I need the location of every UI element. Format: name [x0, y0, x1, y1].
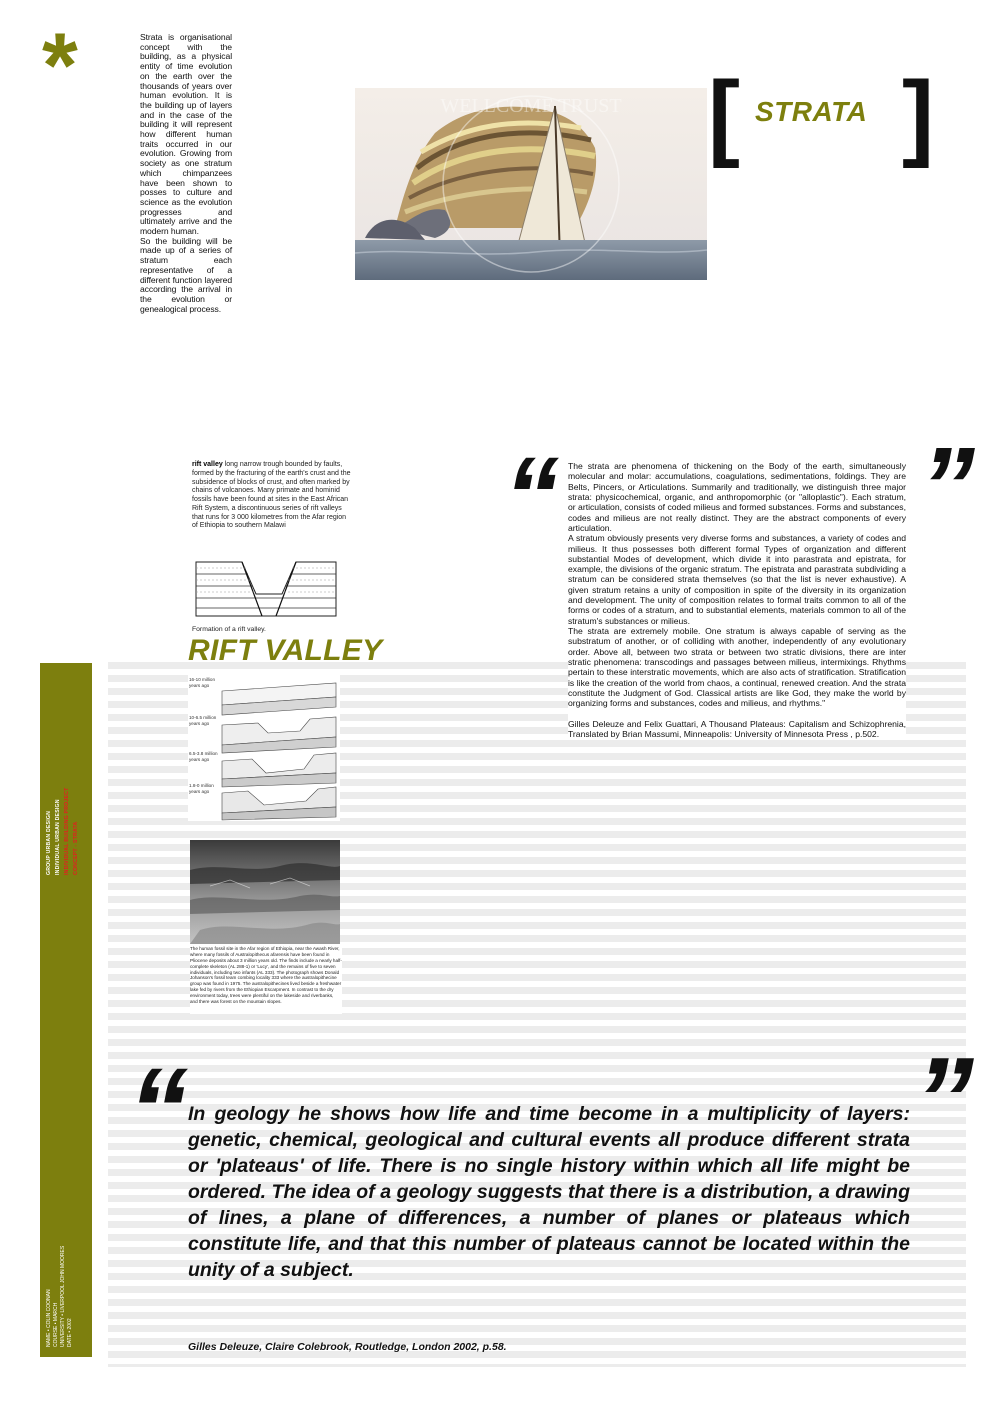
bracket-open: [ [708, 62, 740, 169]
stage-label-4: 1.8-0 million years ago [189, 783, 214, 794]
quote-paragraph-2: A stratum obviously presents very diverse forms and substances, a variety of codes and milieus. It thus possesses both different formal Types of organization and different substantial Modes of development, which divide it into parastrata and epistrata, for example, the divisions of the organic stratum. The epistrata and parastrata subdividing a stratum can be considered strata themselves (so that the list is never exhaustive). A given stratum retains a unity of composition in spite of the diversity in its organization and development. The unity of composition relates to formal traits common to all of the forms or codes of a stratum, and to substantial elements, materials common to all of the stratum's substances or milieus. [568, 533, 906, 626]
open-quote-mark-2: “ [128, 1043, 182, 1177]
stage-label-3: 6.5-3.8 million years ago [189, 751, 218, 762]
afar-photo-caption: The human fossil site in the Afar region of Ethiopia, near the Awash River, where many fossils of Australopithecus afarensis have been found in Pliocene deposits about 3 million years old. The finds include a nearly half-complete skeleton (AL 288-1) or 'Lucy', and the remains of five to seven individuals, including two infants (AL 333). The photograph shows Donald Johanson's fossil team combing locality 333 where the australopithecine group was found in 1975. The australopithecines lived beside a freshwater lake fed by rivers from the Ethiopian Escarpment. In contrast to the dry environment today, trees were plentiful on the lakeside and riverbanks, and there was forest on the mountain slopes. [190, 946, 342, 1014]
rift-term: rift valley [192, 461, 223, 468]
stage-label-2: 10-6.5 million years ago [189, 715, 217, 726]
wellcome-watermark: WELLCOME TRUST [440, 95, 622, 117]
colebrook-quote: In geology he shows how life and time become in a multiplicity of layers: genetic, chemical, geological and cultural events all produce different strata or 'plateaus' of life. There is no single history within which all life might be ordered. The idea of a geology suggests that there is a distribution, a drawing of lines, a plane of differences, a number of planes or plateaus which constitute life, and that this number of plateaus cannot be located within the unity of a subject. [188, 1103, 910, 1282]
intro-paragraph-2: So the building will be made up of a series of stratum each representative of a different function layered according the arrival in the evolution or genealogical process. [140, 235, 232, 314]
rift-definition-text: long narrow trough bounded by faults, formed by the fracturing of the earth's crust and the subsidence of blocks of crust, and often marked by chains of volcanoes. Many primate and hominid fossils have been found at sites in the East African Rift System, a discontinuous series of rift valleys that runs for 3 000 kilometres from the Afar region of Ethiopia to southern Malawi [192, 461, 351, 530]
rift-valley-title: RIFT VALLEY [188, 634, 383, 667]
quote-citation: Gilles Deleuze and Felix Guattari, A Thousand Plateaus: Capitalism and Schizophrenia, Translated by Brian Massumi, Minneapolis: University of Minnesota Press , p.502. [568, 718, 906, 739]
sidebar-nav [40, 663, 92, 1357]
nav-item-individual-urban-design[interactable]: INDIVIDUAL URBAN DESIGN [55, 799, 61, 875]
rift-formation-diagram [190, 548, 342, 626]
afar-landscape-photo [190, 840, 340, 944]
quote-paragraph-3: The strata are extremely mobile. One stratum is always capable of serving as the substratum of another, or of colliding with another, independently of any evolutionary order. Above all, between two strata or between two stratic divisions, there are inter stratic phenomena: transcodings and passages between milieus, intermixings. Rhythms pertain to these interstratic movements, which are also acts of stratification. Stratification is like the creation of the world from chaos, a continual, renewed creation. And the strata constitute the Judgment of God. Classical artists are like God, they make the world by organizing forms and substances, codes and milieus, and rhythms." [568, 626, 906, 709]
credit-name: NAME • COLIN COONAN [46, 1289, 52, 1347]
credit-course: COURSE • MARCH [53, 1302, 59, 1347]
deleuze-guattari-quote [568, 461, 906, 739]
intro-paragraph-1: Strata is organisational concept with the building, as a physical entity of time evolution on the earth over the thousands of years over human evolution. It is the building up of layers and in the case of the building it will represent how different human traits occurred in our evolution. Growing from society as one stratum which chimpanzees have been shown to posses to culture and science as the evolution progresses and ultimately arrive and the modern human. [140, 32, 232, 237]
intro-text [140, 33, 232, 314]
sidebar-credits [46, 1227, 86, 1347]
rift-stages-drawing [188, 673, 340, 821]
stage-label-1: 16-10 million years ago [189, 677, 216, 688]
close-quote-mark-2: ” [914, 1033, 968, 1167]
credit-university: UNIVERSITY • LIVERPOOL JOHN MOORES [60, 1245, 66, 1347]
quote-paragraph-1: The strata are phenomena of thickening on the Body of the earth, simultaneously molecular and molar: accumulations, coagulations, sedimentations, foldings. They are Belts, Pincers, or Articulations. Summarily and traditionally, we distinguish three major strata: physicochemical, organic, and anthropomorphic (or "alloplastic"). Each stratum, or articulation, consists of coded milieus and formed substances. Forms and substances, codes and milieus are not really distinct. They are the abstract components of every articulation. [568, 461, 906, 533]
nav-item-concept-strata[interactable]: CONCEPT - STRATA [73, 821, 79, 875]
nav-item-individual-building-project[interactable]: INDIVIDUAL BUILDING PROJECT [64, 787, 70, 875]
strata-cliff-image [355, 88, 707, 280]
asterisk-mark: * [42, 15, 78, 117]
close-quote-mark-1: ” [920, 425, 969, 548]
bracket-close: ] [902, 62, 934, 169]
rift-valley-definition [192, 461, 352, 531]
rift-diagram-caption: Formation of a rift valley. [192, 626, 266, 633]
rift-stages-figure [188, 673, 340, 821]
nav-item-group-urban-design[interactable]: GROUP URBAN DESIGN [46, 810, 52, 875]
open-quote-mark-1: “ [504, 435, 553, 558]
colebrook-citation: Gilles Deleuze, Claire Colebrook, Routledge, London 2002, p.58. [188, 1341, 507, 1353]
credit-date: DATE • 2002 [67, 1318, 73, 1347]
sidebar-nav-list [48, 675, 84, 875]
strata-title: STRATA [755, 96, 868, 127]
